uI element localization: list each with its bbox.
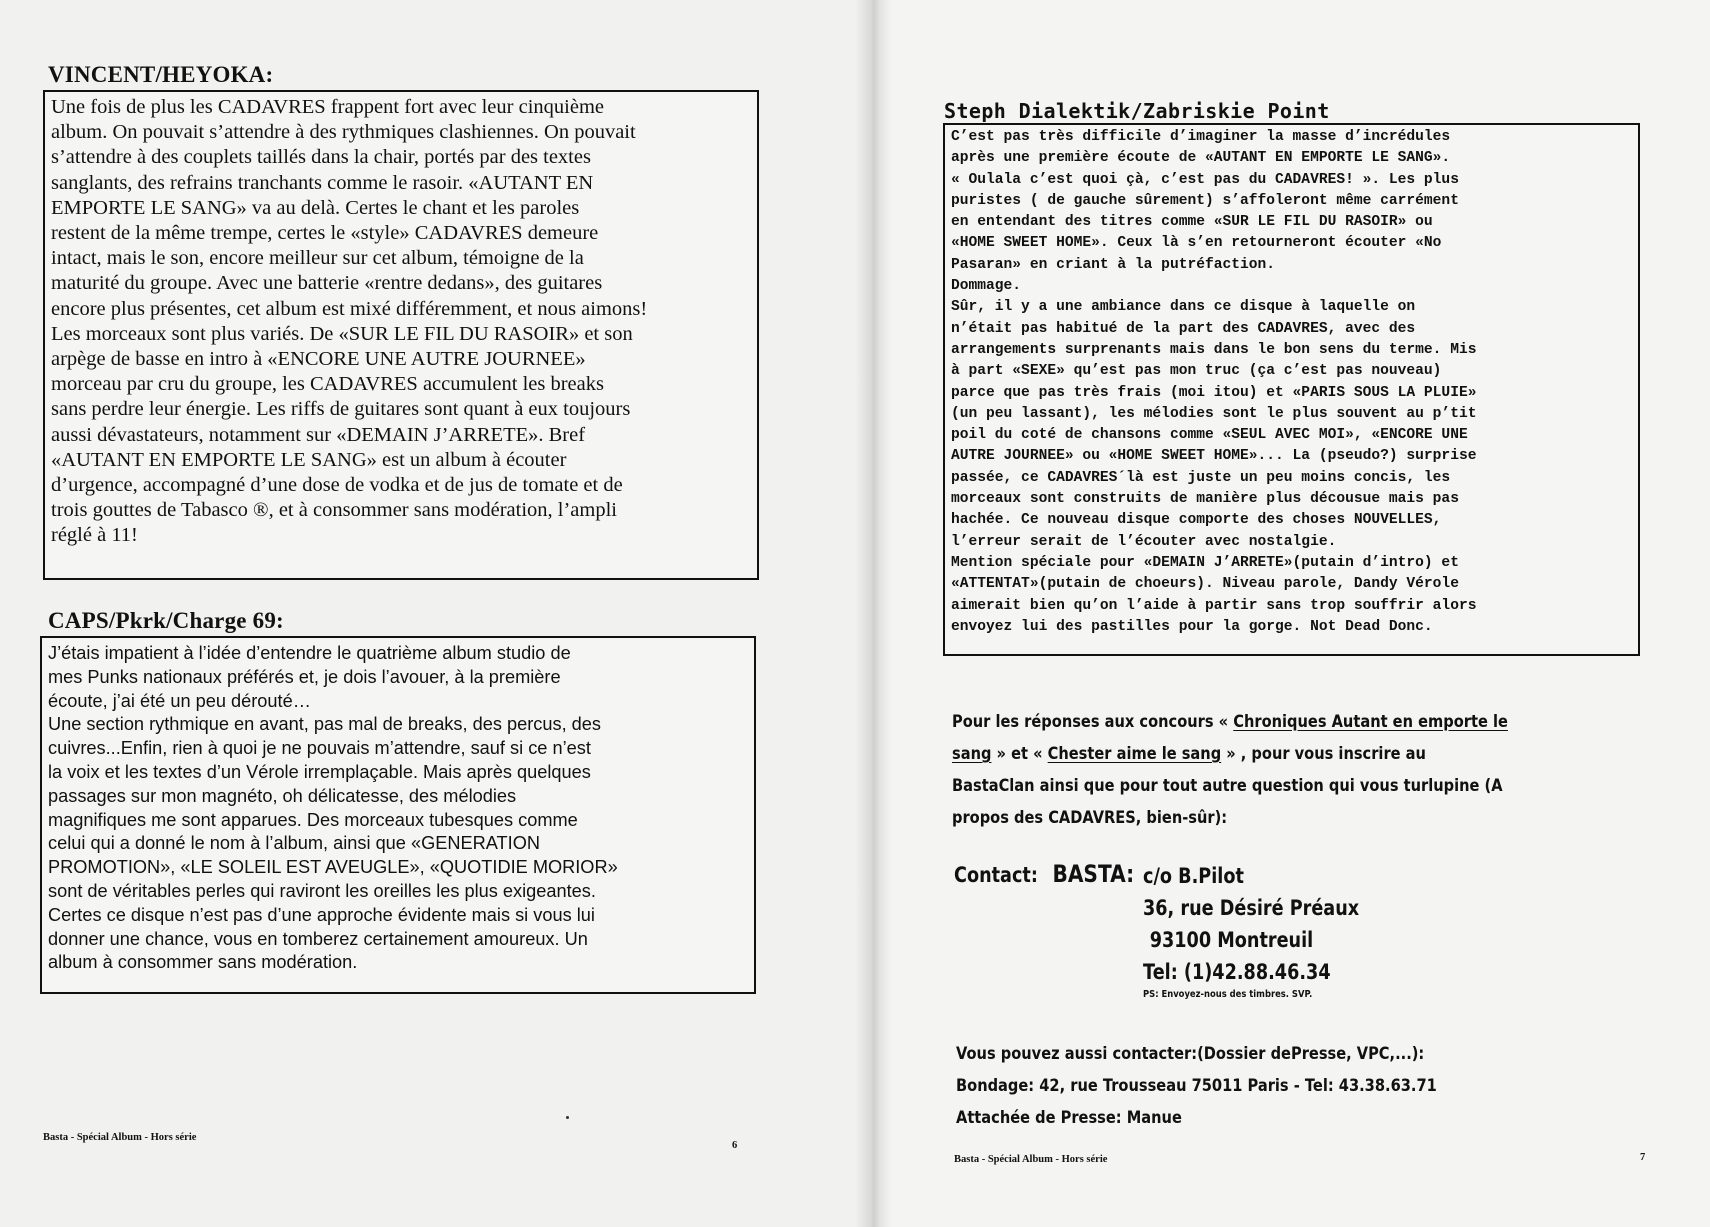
review-line: aimerait bien qu’on l’aide à partir sans trop souffrir alors [951,597,1477,614]
review-line: en entendant des titres comme «SUR LE FIL DU RASOIR» ou [951,214,1433,231]
review-line: écoute, j’ai été un peu dérouté… [48,690,311,711]
review-line: trois gouttes de Tabasco ®, et à consommer sans modération, l’ampli [51,499,617,522]
also-contact [956,1038,1696,1134]
contact-block [954,860,1424,1010]
review-line: celui qui a donné le nom à l’album, ainsi que «GENERATION [48,833,540,854]
review-line: Mention spéciale pour «DEMAIN J’ARRETE»(putain d’intro) et [951,554,1459,571]
review-line: magnifiques me sont apparues. Des morceaux tubesques comme [48,809,578,830]
review-line: encore plus présentes, cet album est mixé différemment, et nous aimons! [51,297,648,320]
speck [566,1116,569,1119]
info-line [952,738,1700,770]
review-line: hachée. Ce nouveau disque comporte des choses NOUVELLES, [951,512,1442,529]
review-line: envoyez lui des pastilles pour la gorge. Not Dead Donc. [951,618,1433,635]
review-line: intact, mais le son, encore meilleur sur cet album, témoigne de la [51,247,584,270]
info-text: » , pour vous inscrire au [1226,744,1426,764]
review-heading-caps: CAPS/Pkrk/Charge 69: [48,608,284,633]
also-line: Bondage: 42, rue Trousseau 75011 Paris - Tel: 43.38.63.71 [956,1076,1437,1096]
also-line: Vous pouvez aussi contacter:(Dossier dePresse, VPC,...): [956,1044,1425,1064]
review-line: à part «SEXE» qu’est pas mon truc (ça c’est pas nouveau) [951,363,1442,380]
review-line: puristes ( de gauche sûrement) s’affoleront même carrément [951,192,1459,209]
review-line: après une première écoute de «AUTANT EN EMPORTE LE SANG». [951,150,1451,167]
page-gutter [855,0,891,1227]
info-text: Pour les réponses aux concours « [952,712,1229,732]
review-line: (un peu lassant), les mélodies sont le plus souvent au p’tit [951,405,1477,422]
contest-link-chroniques-cont: sang [952,744,992,764]
review-line: mes Punks nationaux préférés et, je dois l’avouer, à la première [48,666,561,687]
left-page-footer: Basta - Spécial Album - Hors série [43,1132,197,1143]
review-line: Une fois de plus les CADAVRES frappent fort avec leur cinquième [51,96,604,118]
review-line: d’urgence, accompagné d’une dose de vodka et de jus de tomate et de [51,474,623,497]
ps-note: PS: Envoyez-nous des timbres. SVP. [1143,989,1313,1000]
phone-line: Tel: (1)42.88.46.34 [1143,960,1331,984]
review-line: passée, ce CADAVRES´là est juste un peu moins concis, les [951,469,1451,486]
contest-link-chroniques: Chroniques Autant en emporte le [1233,712,1508,732]
review-line: sanglants, des refrains tranchants comme le rasoir. «AUTANT EN [51,171,594,194]
right-page-footer: Basta - Spécial Album - Hors série [954,1154,1108,1165]
review-line: Une section rythmique en avant, pas mal de breaks, des percus, des [48,714,601,735]
review-line: n’était pas habitué de la part des CADAVRES, avec des [951,320,1416,337]
review-line: maturité du groupe. Avec une batterie «rentre dedans», des guitares [51,272,603,295]
review-line: EMPORTE LE SANG» va au delà. Certes le chant et les paroles [51,196,580,219]
review-line: réglé à 11! [51,524,138,547]
contest-info [952,706,1700,834]
review-box-caps [40,636,756,994]
review-line: l’erreur serait de l’écouter avec nostalgie. [951,533,1337,550]
address-line: c/o B.Pilot [1143,864,1244,888]
address-line: 36, rue Désiré Préaux [1143,896,1360,920]
review-line: C’est pas très difficile d’imaginer la masse d’incrédules [951,129,1451,145]
review-line: «HOME SWEET HOME». Ceux là s’en retourneront écouter «No [951,235,1442,252]
review-line: sans perdre leur énergie. Les riffs de guitares sont quant à eux toujours [51,398,631,421]
right-page-number: 7 [1640,1152,1646,1163]
contest-link-chester: Chester aime le sang [1047,744,1222,764]
review-box-steph [943,123,1640,656]
contact-name: BASTA: [1052,860,1135,888]
review-line: morceau par cru du groupe, les CADAVRES accumulent les breaks [51,373,604,396]
also-line: Attachée de Presse: Manue [956,1108,1182,1128]
left-page-number: 6 [732,1140,738,1151]
contact-heading: Contact: [954,863,1038,887]
review-line: Les morceaux sont plus variés. De «SUR LE FIL DU RASOIR» et son [51,322,633,345]
review-line: Pasaran» en criant à la putréfaction. [951,256,1276,273]
review-heading-steph: Steph Dialektik/Zabriskie Point [944,99,1330,123]
review-line: J’étais impatient à l’idée d’entendre le quatrième album studio de [48,643,571,663]
review-line: AUTRE JOURNEE» ou «HOME SWEET HOME»... La (pseudo?) surprise [951,448,1477,465]
info-line [952,706,1700,738]
review-line: aussi dévastateurs, notamment sur «DEMAIN J’ARRETE». Bref [51,423,586,446]
info-text: » et « [996,744,1043,764]
review-line: sont de véritables perles qui raviront les oreilles les plus exigeantes. [48,880,596,901]
review-line: « Oulala c’est quoi çà, c’est pas du CADAVRES! ». Les plus [951,171,1459,188]
review-line: cuivres...Enfin, rien à quoi je ne pouvais m’attendre, sauf si ce n’est [48,738,591,759]
review-line: s’attendre à des couplets taillés dans la chair, portés par des textes [51,146,591,169]
review-line: donner une chance, vous en tomberez certainement amoureux. Un [48,928,588,949]
address-line: 93100 Montreuil [1149,928,1314,952]
review-line: PROMOTION», «LE SOLEIL EST AVEUGLE», «QUOTIDIE MORIOR» [48,857,618,878]
review-line: restent de la même trempe, certes le «style» CADAVRES demeure [51,222,599,245]
review-line: Dommage. [951,278,1022,295]
review-line: passages sur mon magnéto, oh délicatesse, des mélodies [48,785,517,806]
review-box-vincent [43,90,759,580]
review-line: «ATTENTAT»(putain de choeurs). Niveau parole, Dandy Vérole [951,576,1459,593]
review-line: poil du coté de chansons comme «SEUL AVEC MOI», «ENCORE UNE [951,427,1468,444]
review-line: parce que pas très frais (moi itou) et «PARIS SOUS LA PLUIE» [951,384,1477,401]
review-line: «AUTANT EN EMPORTE LE SANG» est un album à écouter [51,448,567,471]
contact-address [1143,860,1359,1002]
review-line: album. On pouvait s’attendre à des rythmiques clashiennes. On pouvait [51,121,636,144]
review-line: Certes ce disque n’est pas d’une approche évidente mais si vous lui [48,904,595,925]
review-line: Sûr, il y a une ambiance dans ce disque à laquelle on [951,299,1416,316]
contact-label [954,860,1134,888]
review-line: morceaux sont construits de manière plus décousue mais pas [951,491,1459,508]
review-line: album à consommer sans modération. [48,952,358,973]
review-heading-vincent: VINCENT/HEYOKA: [48,62,274,87]
info-line: propos des CADAVRES, bien-sûr): [952,808,1228,828]
info-line: BastaClan ainsi que pour tout autre question qui vous turlupine (A [952,776,1503,796]
review-line: la voix et les textes d’un Vérole irremplaçable. Mais après quelques [48,761,591,782]
review-line: arrangements surprenants mais dans le bon sens du terme. Mis [951,341,1477,358]
review-line: arpège de basse en intro à «ENCORE UNE AUTRE JOURNEE» [51,348,586,371]
